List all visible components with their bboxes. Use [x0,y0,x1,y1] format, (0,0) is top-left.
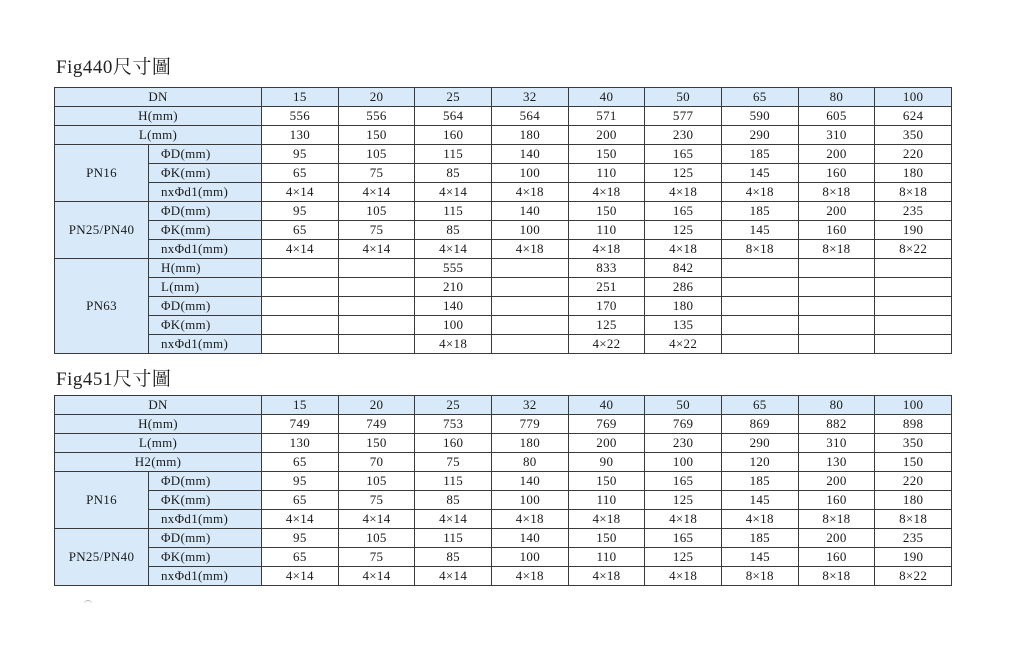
table-cell: 140 [491,529,568,548]
table-cell: 310 [798,434,875,453]
table-row [55,415,952,434]
dn-header-cell: 50 [645,88,722,107]
table-cell: 555 [415,259,492,278]
table-row [55,240,952,259]
pressure-class-label: PN16 [55,145,149,202]
table-cell: 185 [721,145,798,164]
row-label: L(mm) [55,434,262,453]
table-cell: 100 [491,221,568,240]
table-cell: 4×18 [645,240,722,259]
table-cell: 75 [338,221,415,240]
table-cell [798,259,875,278]
dn-header-label: DN [55,396,262,415]
table-cell: 624 [875,107,952,126]
dn-header-cell: 40 [568,396,645,415]
dn-header-cell: 20 [338,396,415,415]
table-cell: 8×22 [875,567,952,586]
table-cell: 165 [645,472,722,491]
table-cell: 125 [645,221,722,240]
table-cell: 140 [491,472,568,491]
table-cell: 564 [415,107,492,126]
table-cell [262,316,339,335]
table-cell: 4×14 [262,183,339,202]
table-cell: 4×14 [415,183,492,202]
table-row [55,202,952,221]
table-cell: 290 [721,126,798,145]
table-cell [491,316,568,335]
table-cell: 65 [262,491,339,510]
table-cell: 869 [721,415,798,434]
table-cell: 150 [568,202,645,221]
table-cell: 160 [415,434,492,453]
table-row [55,278,952,297]
dn-header-label: DN [55,88,262,107]
table-cell: 165 [645,145,722,164]
table-cell: 605 [798,107,875,126]
table-cell: 75 [415,453,492,472]
table-cell: 749 [262,415,339,434]
table-cell: 145 [721,548,798,567]
row-label: nxΦd1(mm) [149,510,262,529]
table-cell: 4×14 [415,510,492,529]
table-cell [262,297,339,316]
table-cell: 130 [262,126,339,145]
table-cell: 749 [338,415,415,434]
table-cell [875,297,952,316]
table-cell [798,278,875,297]
dn-header-cell: 32 [491,396,568,415]
table-cell: 4×18 [491,183,568,202]
table-cell: 185 [721,529,798,548]
table-cell: 110 [568,164,645,183]
table-cell: 160 [798,548,875,567]
table-cell: 85 [415,221,492,240]
dn-header-cell: 80 [798,396,875,415]
table-cell: 85 [415,548,492,567]
table-cell: 8×18 [721,240,798,259]
row-label: ΦD(mm) [149,297,262,316]
table-cell [875,335,952,354]
table-cell: 150 [568,529,645,548]
table-cell: 105 [338,472,415,491]
table-cell: 882 [798,415,875,434]
table-cell: 8×18 [875,510,952,529]
table-cell [262,259,339,278]
table-cell [338,316,415,335]
table-cell: 160 [798,164,875,183]
table-cell: 564 [491,107,568,126]
table-cell: 65 [262,548,339,567]
table-cell: 350 [875,434,952,453]
table-cell: 165 [645,529,722,548]
table-cell: 310 [798,126,875,145]
table-cell: 4×18 [645,183,722,202]
table-cell: 4×14 [338,567,415,586]
table-row [55,297,952,316]
table-cell: 286 [645,278,722,297]
table-cell: 95 [262,529,339,548]
table-cell: 95 [262,202,339,221]
table-cell: 350 [875,126,952,145]
table-cell: 70 [338,453,415,472]
table-cell: 753 [415,415,492,434]
table-cell: 180 [491,434,568,453]
table-cell: 769 [568,415,645,434]
table-cell: 180 [875,491,952,510]
row-label: ΦK(mm) [149,316,262,335]
table-row [55,491,952,510]
table-cell: 200 [798,472,875,491]
dn-header-cell: 65 [721,396,798,415]
table-cell: 8×18 [875,183,952,202]
row-label: ΦK(mm) [149,491,262,510]
table-cell [491,259,568,278]
table-cell: 120 [721,453,798,472]
page-mark [84,600,92,605]
table-cell: 100 [645,453,722,472]
table-row [55,567,952,586]
table-cell: 135 [645,316,722,335]
fig440-dimension-table [54,87,952,354]
table-cell: 65 [262,453,339,472]
table-row [55,548,952,567]
table-cell: 170 [568,297,645,316]
table-cell: 8×18 [798,510,875,529]
table-cell: 75 [338,491,415,510]
table-cell: 8×22 [875,240,952,259]
table-cell: 130 [262,434,339,453]
table-row [55,183,952,202]
table-cell: 200 [798,529,875,548]
table-cell: 590 [721,107,798,126]
table-cell: 75 [338,164,415,183]
dn-header-cell: 100 [875,396,952,415]
table-cell: 160 [415,126,492,145]
table-cell: 210 [415,278,492,297]
table-cell: 100 [415,316,492,335]
table-cell: 145 [721,164,798,183]
table-cell: 4×18 [491,567,568,586]
table-cell: 90 [568,453,645,472]
table-cell: 290 [721,434,798,453]
table-cell [721,297,798,316]
fig440-title: Fig440尺寸圖 [56,57,172,78]
table-cell: 8×18 [798,183,875,202]
table-cell: 4×14 [338,240,415,259]
table-cell: 150 [338,126,415,145]
table-cell [338,259,415,278]
table-cell [721,316,798,335]
table-cell: 160 [798,491,875,510]
table-cell: 4×18 [568,567,645,586]
table-cell: 150 [338,434,415,453]
table-cell: 140 [415,297,492,316]
table-row [55,335,952,354]
dn-header-cell: 15 [262,396,339,415]
table-cell: 110 [568,491,645,510]
dn-header-cell: 32 [491,88,568,107]
table-cell: 105 [338,202,415,221]
table-cell: 220 [875,145,952,164]
dn-header-cell: 80 [798,88,875,107]
table-cell: 4×18 [568,240,645,259]
row-label: ΦD(mm) [149,472,262,491]
table-cell: 185 [721,202,798,221]
table-cell: 4×22 [645,335,722,354]
table-cell: 4×14 [262,510,339,529]
dn-header-cell: 25 [415,88,492,107]
table-cell: 105 [338,145,415,164]
table-cell [875,316,952,335]
table-cell: 230 [645,126,722,145]
pressure-class-label: PN16 [55,472,149,529]
dn-header-cell: 15 [262,88,339,107]
table-cell: 95 [262,472,339,491]
table-cell: 85 [415,491,492,510]
table-cell: 100 [491,491,568,510]
table-cell: 80 [491,453,568,472]
table-cell [721,278,798,297]
table-cell: 185 [721,472,798,491]
table-cell [798,316,875,335]
table-cell: 8×18 [798,240,875,259]
table-row [55,472,952,491]
table-cell: 4×18 [721,510,798,529]
table-row [55,510,952,529]
dn-header-cell: 40 [568,88,645,107]
row-label: ΦD(mm) [149,202,262,221]
table-row [55,164,952,183]
table-cell: 110 [568,548,645,567]
row-label: ΦK(mm) [149,548,262,567]
table-cell: 100 [491,548,568,567]
pressure-class-label: PN63 [55,259,149,354]
table-cell: 235 [875,202,952,221]
row-label: H(mm) [55,415,262,434]
table-cell: 180 [875,164,952,183]
table-cell: 180 [645,297,722,316]
table-cell: 65 [262,221,339,240]
table-cell: 779 [491,415,568,434]
table-cell: 150 [875,453,952,472]
table-cell: 150 [568,145,645,164]
table-row [55,145,952,164]
row-label: ΦD(mm) [149,529,262,548]
table-cell: 220 [875,472,952,491]
table-cell: 190 [875,548,952,567]
table-cell: 4×14 [338,183,415,202]
table-row [55,316,952,335]
table-cell [721,259,798,278]
dn-header-cell: 65 [721,88,798,107]
table-cell: 230 [645,434,722,453]
table-cell: 4×18 [491,240,568,259]
table-cell [491,335,568,354]
table-cell: 145 [721,221,798,240]
table-cell: 75 [338,548,415,567]
table-cell: 235 [875,529,952,548]
table-cell [798,297,875,316]
table-cell: 556 [338,107,415,126]
table-cell [491,278,568,297]
table-cell: 4×18 [645,567,722,586]
table-cell [262,335,339,354]
row-label: L(mm) [55,126,262,145]
dn-header-cell: 20 [338,88,415,107]
table-cell: 150 [568,472,645,491]
table-cell: 200 [798,145,875,164]
table-cell: 4×14 [262,567,339,586]
table-row [55,126,952,145]
table-cell: 8×18 [798,567,875,586]
table-cell: 4×14 [262,240,339,259]
table-cell: 200 [568,126,645,145]
table-cell [338,297,415,316]
table-cell [338,278,415,297]
table-cell: 898 [875,415,952,434]
table-cell: 115 [415,145,492,164]
row-label: ΦK(mm) [149,221,262,240]
row-label: nxΦd1(mm) [149,240,262,259]
table-cell: 65 [262,164,339,183]
row-label: nxΦd1(mm) [149,567,262,586]
row-label: ΦK(mm) [149,164,262,183]
table-row [55,529,952,548]
dn-header-cell: 100 [875,88,952,107]
row-label: nxΦd1(mm) [149,335,262,354]
table-cell: 571 [568,107,645,126]
table-cell [262,278,339,297]
table-cell: 8×18 [721,567,798,586]
table-cell: 160 [798,221,875,240]
table-cell: 100 [491,164,568,183]
dn-header-cell: 25 [415,396,492,415]
table-cell: 140 [491,145,568,164]
table-cell: 115 [415,472,492,491]
table-cell: 4×18 [645,510,722,529]
table-row [55,453,952,472]
table-cell: 125 [645,548,722,567]
table-cell: 556 [262,107,339,126]
row-label: nxΦd1(mm) [149,183,262,202]
table-cell: 140 [491,202,568,221]
table-cell: 165 [645,202,722,221]
row-label: H(mm) [55,107,262,126]
table-cell [491,297,568,316]
table-cell: 4×14 [415,240,492,259]
table-cell: 180 [491,126,568,145]
table-cell [875,278,952,297]
table-cell: 251 [568,278,645,297]
table-cell: 125 [645,164,722,183]
table-cell: 842 [645,259,722,278]
table-row [55,259,952,278]
fig451-dimension-table [54,395,952,586]
table-cell: 4×18 [568,510,645,529]
table-cell: 4×14 [415,567,492,586]
table-cell: 577 [645,107,722,126]
table-cell: 200 [568,434,645,453]
table-row [55,434,952,453]
dn-header-cell: 50 [645,396,722,415]
table-cell: 125 [568,316,645,335]
table-cell: 115 [415,202,492,221]
row-label: ΦD(mm) [149,145,262,164]
row-label: H2(mm) [55,453,262,472]
pressure-class-label: PN25/PN40 [55,529,149,586]
table-cell: 4×18 [415,335,492,354]
table-cell [798,335,875,354]
pressure-class-label: PN25/PN40 [55,202,149,259]
table-header-row [55,396,952,415]
table-cell: 85 [415,164,492,183]
table-row [55,107,952,126]
table-cell: 4×22 [568,335,645,354]
table-cell: 125 [645,491,722,510]
table-cell: 190 [875,221,952,240]
table-cell [875,259,952,278]
row-label: L(mm) [149,278,262,297]
table-cell: 105 [338,529,415,548]
table-row [55,221,952,240]
table-cell [338,335,415,354]
row-label: H(mm) [149,259,262,278]
table-cell: 4×18 [721,183,798,202]
table-cell [721,335,798,354]
table-cell: 4×18 [491,510,568,529]
table-cell: 200 [798,202,875,221]
table-cell: 145 [721,491,798,510]
table-cell: 130 [798,453,875,472]
table-cell: 769 [645,415,722,434]
table-cell: 4×14 [338,510,415,529]
table-cell: 110 [568,221,645,240]
fig451-title: Fig451尺寸圖 [56,369,172,390]
table-cell: 115 [415,529,492,548]
table-cell: 833 [568,259,645,278]
table-cell: 95 [262,145,339,164]
table-cell: 4×18 [568,183,645,202]
table-header-row [55,88,952,107]
